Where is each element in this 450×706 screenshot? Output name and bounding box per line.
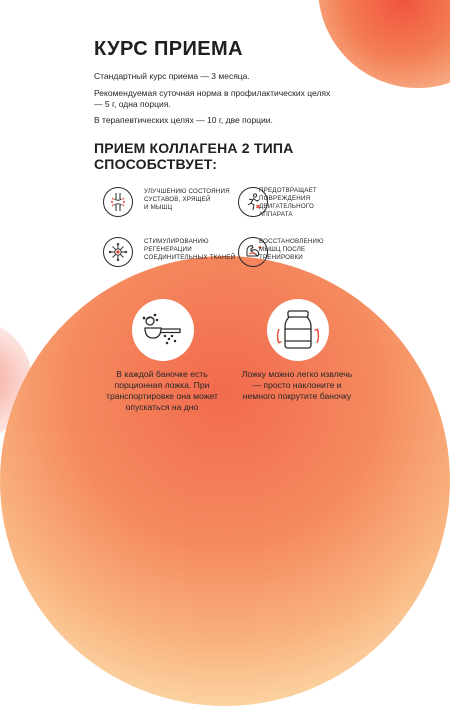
feature-line: В каждой баночке есть bbox=[116, 369, 208, 379]
benefit-text-muscle-recovery bbox=[259, 238, 324, 262]
feature-line: немного покрутите баночку bbox=[242, 391, 352, 401]
feature-line: транспортировке она может bbox=[106, 391, 218, 401]
benefit-text-regeneration bbox=[144, 238, 235, 262]
benefit-line: И МЫШЦ bbox=[144, 204, 173, 211]
feature-text-jar bbox=[222, 369, 372, 402]
benefit-line: ТРЕНИРОВКИ bbox=[259, 254, 303, 261]
benefit-line: РЕГЕНЕРАЦИИ bbox=[144, 246, 192, 253]
benefit-text-injury-prevention bbox=[259, 187, 317, 219]
benefit-line: СОЕДИНИТЕЛЬНЫХ ТКАНЕЙ bbox=[144, 254, 236, 261]
benefit-line: СУСТАВОВ, ХРЯЩЕЙ bbox=[144, 196, 211, 203]
intro-paragraph-dose bbox=[94, 88, 384, 110]
benefit-line: АППАРАТА bbox=[259, 211, 293, 218]
intro-paragraph-dose-line2: — 5 г, одна порция. bbox=[94, 99, 171, 109]
decorative-gradient-circle-bottom bbox=[0, 256, 450, 706]
benefits-heading-line1: ПРИЕМ КОЛЛАГЕНА 2 ТИПА bbox=[94, 140, 294, 156]
benefits-heading bbox=[94, 140, 293, 172]
benefit-text-joints bbox=[144, 188, 230, 212]
benefit-line: ВОССТАНОВЛЕНИЮ bbox=[259, 238, 324, 245]
jar-tilt-icon bbox=[273, 305, 323, 355]
benefit-line: ПОВРЕЖДЕНИЯ bbox=[259, 195, 311, 202]
benefit-line: ПРЕДОТВРАЩАЕТ bbox=[259, 187, 317, 194]
benefit-line: ДВИГАТЕЛЬНОГО bbox=[259, 203, 315, 210]
feature-line: Ложку можно легко извлечь bbox=[241, 369, 353, 379]
jar-circle bbox=[267, 299, 329, 361]
measuring-spoon-icon bbox=[138, 305, 188, 355]
intro-paragraph-dose-line1: Рекомендуемая суточная норма в профилактических целях bbox=[94, 88, 331, 98]
benefit-line: МЫШЦ ПОСЛЕ bbox=[259, 246, 306, 253]
measuring-spoon-circle bbox=[132, 299, 194, 361]
benefit-line: УЛУЧШЕНИЮ СОСТОЯНИЯ bbox=[144, 188, 230, 195]
benefit-line: СТИМУЛИРОВАНИЮ bbox=[144, 238, 209, 245]
feature-line: порционная ложка. При bbox=[114, 380, 210, 390]
intro-paragraph-therapy: В терапевтических целях — 10 г, две порции. bbox=[94, 115, 273, 125]
feature-line: опускаться на дно bbox=[125, 402, 199, 412]
feature-text-spoon bbox=[87, 369, 237, 413]
feature-line: — просто наклоните и bbox=[252, 380, 342, 390]
cell-regeneration-icon bbox=[103, 237, 133, 267]
benefits-heading-line2: СПОСОБСТВУЕТ: bbox=[94, 156, 218, 172]
page-title: КУРС ПРИЕМА bbox=[94, 38, 243, 60]
joint-icon bbox=[103, 187, 133, 217]
intro-paragraph-course: Стандартный курс приема — 3 месяца. bbox=[94, 71, 250, 81]
